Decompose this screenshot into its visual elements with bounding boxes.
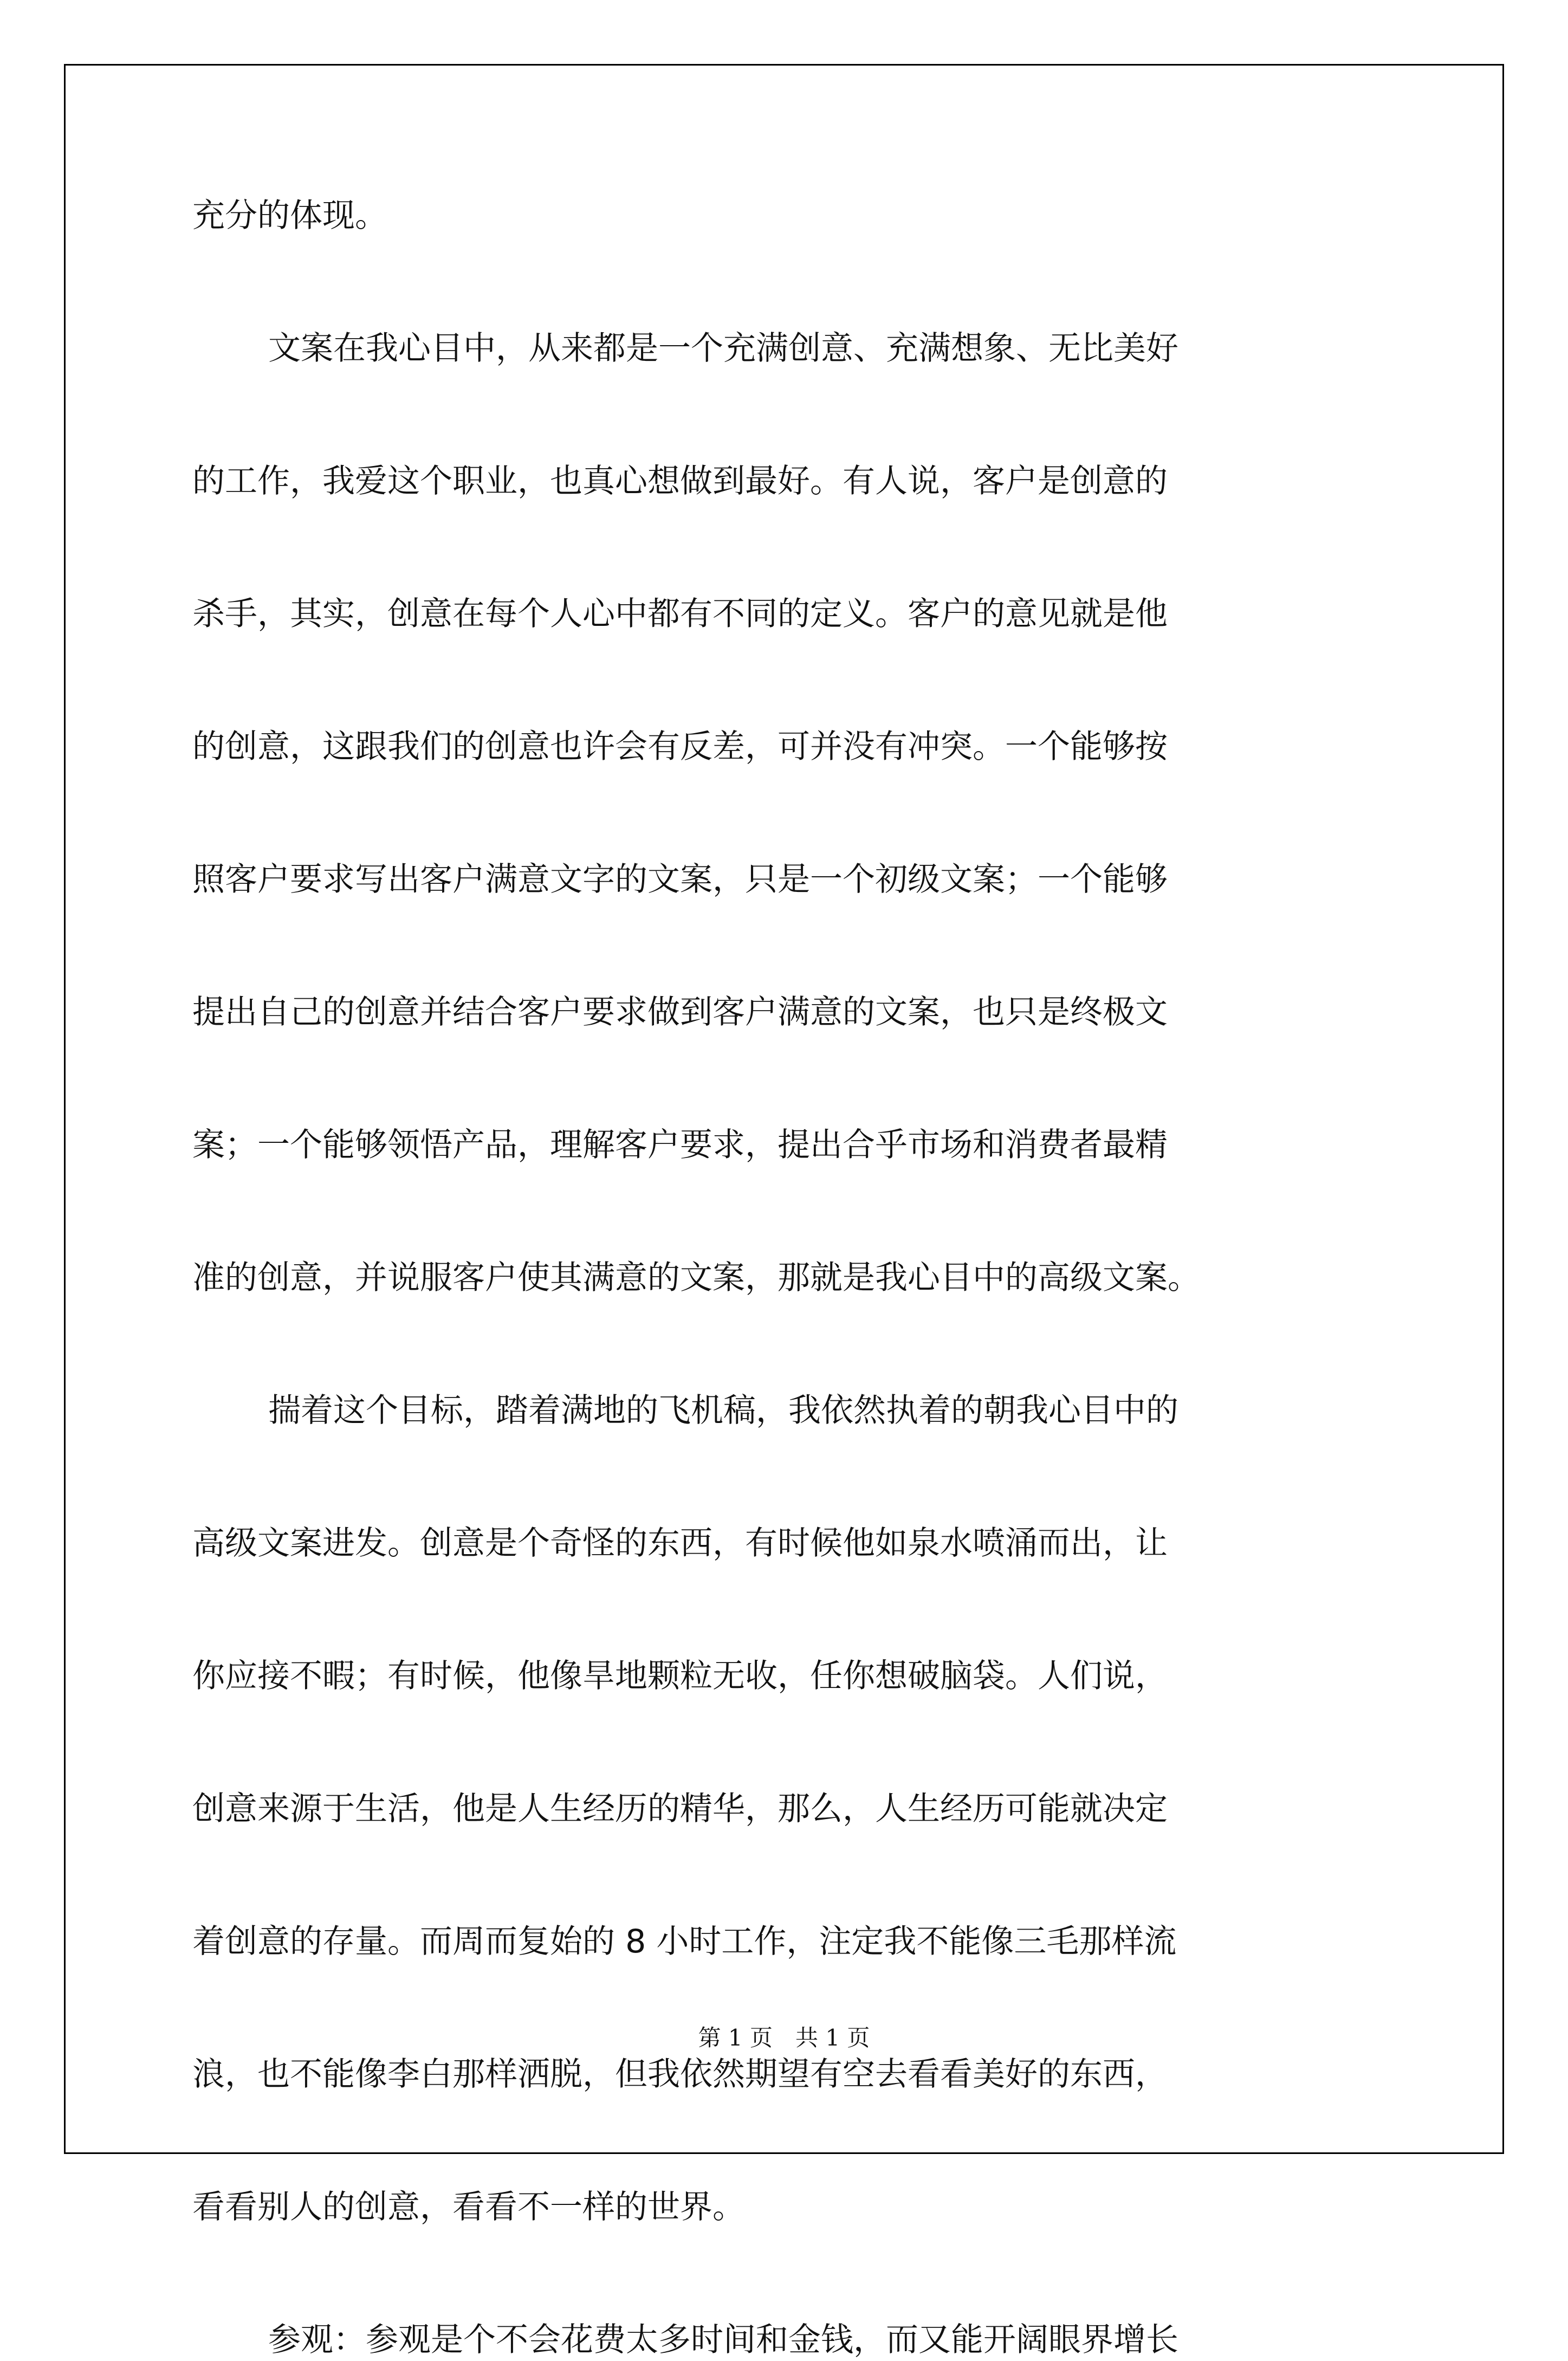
- text-line: 的工作，我爱这个职业，也真心想做到最好。有人说，客户是创意的: [192, 462, 1168, 500]
- text-line: 案；一个能够领悟产品，理解客户要求，提出合乎市场和消费者最精: [192, 1126, 1168, 1164]
- text-line: 提出自己的创意并结合客户要求做到客户满意的文案，也只是终极文: [192, 993, 1168, 1031]
- text-line: 杀手，其实，创意在每个人心中都有不同的定义。客户的意见就是他: [192, 595, 1168, 633]
- text-line: 看看别人的创意，看看不一样的世界。: [192, 2188, 745, 2226]
- text-line: 照客户要求写出客户满意文字的文案，只是一个初级文案；一个能够: [192, 861, 1168, 898]
- text-line: 创意来源于生活，他是人生经历的精华，那么，人生经历可能就决定: [192, 1790, 1168, 1828]
- page-footer: [0, 2023, 1568, 2053]
- page-number-current: 第 1 页: [698, 2024, 773, 2051]
- text-line: 充分的体现。: [192, 197, 387, 235]
- text-line: 的创意，这跟我们的创意也许会有反差，可并没有冲突。一个能够按: [192, 728, 1168, 766]
- text-line: 高级文案进发。创意是个奇怪的东西，有时候他如泉水喷涌而出，让: [192, 1524, 1168, 1562]
- text-line: 揣着这个目标，踏着满地的飞机稿，我依然执着的朝我心目中的: [268, 1392, 1178, 1429]
- text-line: 你应接不暇；有时候，他像旱地颗粒无收，任你想破脑袋。人们说，: [192, 1657, 1168, 1695]
- page-number-total: 共 1 页: [795, 2024, 870, 2051]
- text-line: 参观：参观是个不会花费太多时间和金钱，而又能开阔眼界增长: [268, 2321, 1178, 2359]
- text-line: 文案在我心目中，从来都是一个充满创意、充满想象、无比美好: [268, 329, 1178, 367]
- text-line: 浪，也不能像李白那样洒脱，但我依然期望有空去看看美好的东西，: [192, 2055, 1168, 2093]
- text-line: 着创意的存量。而周而复始的 8 小时工作，注定我不能像三毛那样流: [192, 1923, 1177, 1961]
- text-line: 准的创意，并说服客户使其满意的文案，那就是我心目中的高级文案。: [192, 1259, 1200, 1297]
